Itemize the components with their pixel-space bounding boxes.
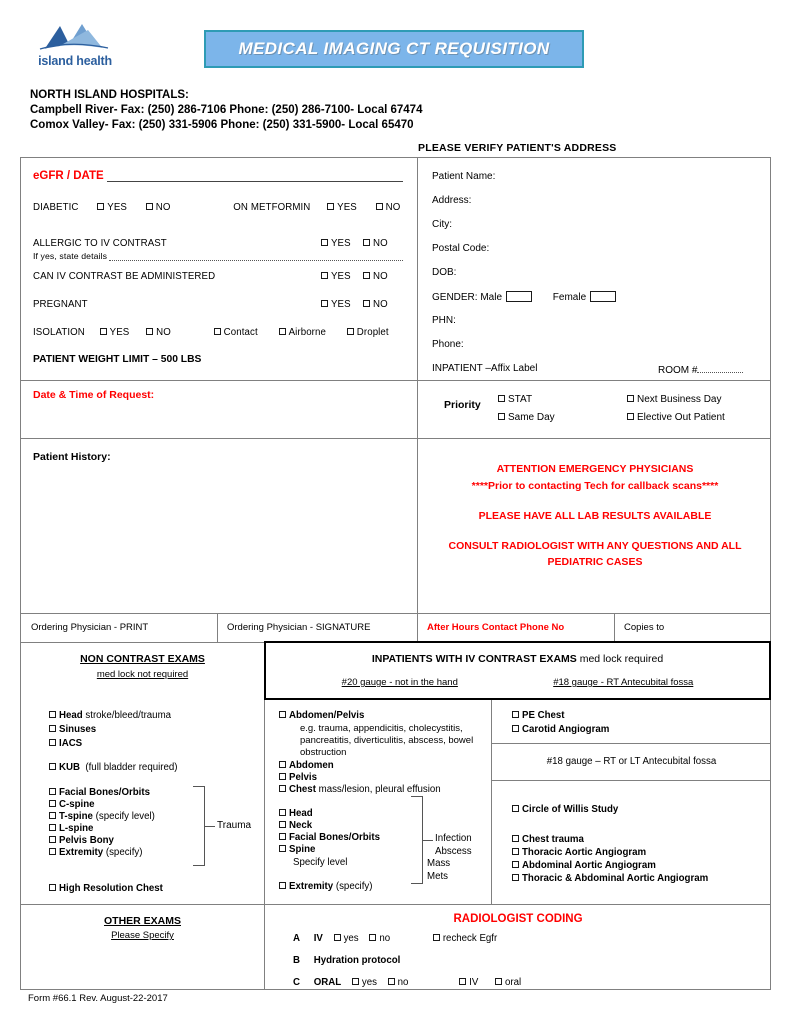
checkbox-icon[interactable] [279,821,286,828]
exam-contrast-facial-bones-option[interactable] [279,832,380,843]
attention-notice [430,461,760,570]
coding-row-b-label: Hydration protocol [313,955,401,966]
hospitals-line-comox-valley: Comox Valley- Fax: (250) 331-5906 Phone: (250) 331-5900- Local 65470 [30,119,414,131]
exam-t-spine-note: (specify level) [95,811,155,822]
diabetic-no-option[interactable] [146,202,171,213]
hospital-contact-block [30,88,422,133]
attention-line-3: PLEASE HAVE ALL LAB RESULTS AVAILABLE [478,510,712,522]
checkbox-icon[interactable] [334,934,341,941]
verify-address-caption: PLEASE VERIFY PATIENT'S ADDRESS [418,142,617,154]
checkbox-icon[interactable] [214,328,221,335]
angio-gauge-band: #18 gauge – RT or LT Antecubital fossa [546,756,717,767]
coding-oral-yes-option[interactable] [352,977,377,988]
pregnant-row [33,299,403,310]
iv-contrast-exams-header [264,641,771,700]
patient-gender-field [432,291,620,303]
exam-abdomen-pelvis-detail: e.g. trauma, appendicitis, cholecystitis, pancreatitis, diverticulitis, abscess, bowel obstruction [300,723,474,758]
pregnant-yes-label: YES [331,299,351,310]
coding-iv-no-label: no [379,933,391,944]
exam-thoracic-aortic-label: Thoracic Aortic Angiogram [522,847,647,858]
exam-contrast-spine-label: Spine [289,844,316,855]
exam-selection-area [21,700,771,904]
checkbox-icon[interactable] [495,978,502,985]
exam-chest-trauma-option[interactable] [512,834,584,845]
exam-chest-option[interactable] [279,784,441,795]
priority-elective-label: Elective Out Patient [637,412,725,423]
coding-oral-no-label: no [397,977,409,988]
exam-contrast-extremity-note: (specify) [335,881,373,892]
pregnant-yes-option[interactable] [321,299,351,310]
coding-recheck-egfr-label: recheck Egfr [442,933,498,944]
checkbox-icon[interactable] [433,934,440,941]
radiologist-coding-title: RADIOLOGIST CODING [453,913,583,925]
isolation-airborne-label: Airborne [288,327,326,338]
exam-thoracic-abdominal-aortic-option[interactable] [512,873,708,884]
exam-abdominal-aortic-label: Abdominal Aortic Angiogram [522,860,656,871]
infection-bracket-stem [423,840,433,841]
patient-postal-field[interactable] [432,243,489,254]
exam-carotid-angiogram-option[interactable] [512,724,609,735]
specify-level-label: Specify level [293,857,348,868]
exam-chest-trauma-label: Chest trauma [522,834,584,845]
exam-l-spine-option[interactable] [49,823,93,834]
checkbox-icon[interactable] [279,711,286,718]
exam-contrast-head-option[interactable] [279,808,313,819]
checkbox-icon[interactable] [49,812,56,819]
exam-pe-chest-label: PE Chest [522,710,565,721]
isolation-contact-label: Contact [223,327,258,338]
priority-same-day-option[interactable] [498,412,555,423]
exam-l-spine-label: L-spine [59,823,94,834]
trauma-bracket [193,786,205,866]
checkbox-icon[interactable] [49,824,56,831]
checkbox-icon[interactable] [321,300,328,307]
isolation-droplet-label: Droplet [356,327,389,338]
exam-c-spine-label: C-spine [59,799,95,810]
mets-label: Mets [427,870,448,882]
other-exams-panel[interactable] [21,905,264,990]
divider-h-angio-1 [492,743,771,744]
exam-specify-level-note [293,857,347,868]
exam-pelvis-option[interactable] [279,772,317,783]
exam-kub-note: (full bladder required) [85,762,178,773]
can-contrast-no-label: NO [373,271,388,282]
metformin-no-label: NO [385,202,401,213]
exam-pe-chest-option[interactable] [512,710,565,721]
isolation-droplet-option[interactable] [347,327,389,338]
checkbox-icon[interactable] [100,328,107,335]
hospitals-title: NORTH ISLAND HOSPITALS: [30,89,189,101]
isolation-label: ISOLATION [33,327,85,338]
coding-route-iv-label: IV [469,977,479,988]
coding-row-c-letter: C [293,977,300,988]
exam-t-spine-option[interactable] [49,811,155,822]
coding-iv-yes-option[interactable] [334,933,359,944]
exam-contrast-extremity-label: Extremity [289,881,334,892]
priority-stat-option[interactable] [498,394,532,405]
patient-address-field[interactable] [432,195,471,206]
exam-chest-label: Chest [289,784,316,795]
checkbox-icon[interactable] [49,725,56,732]
inpatient-affix-row [432,363,762,374]
exam-high-resolution-chest-option[interactable] [49,883,163,894]
checkbox-icon[interactable] [49,763,56,770]
exam-abdomen-label: Abdomen [289,760,334,771]
exam-head-option[interactable] [49,710,171,721]
island-health-logo [30,20,120,72]
checkbox-icon[interactable] [459,978,466,985]
radiologist-coding-panel [265,905,771,990]
exam-abdominal-aortic-option[interactable] [512,860,656,871]
checkbox-icon[interactable] [512,835,519,842]
after-hours-phone-field[interactable] [427,622,564,633]
priority-stat-label: STAT [508,394,533,405]
exam-extremity-note: (specify) [105,847,143,858]
form-footer: Form #66.1 Rev. August-22-2017 [28,993,168,1004]
metformin-yes-label: YES [337,202,357,213]
patient-name-field[interactable] [432,171,495,182]
mass-label: Mass [427,858,451,869]
form-title: MEDICAL IMAGING CT REQUISITION [238,39,550,58]
attention-line-1: ATTENTION EMERGENCY PHYSICIANS [496,463,694,475]
exam-facial-bones-option[interactable] [49,787,150,798]
room-number-field[interactable] [658,363,743,376]
pregnant-label: PREGNANT [33,299,88,310]
patient-postal-label: Postal Code: [432,243,490,254]
checkbox-icon[interactable] [327,203,334,210]
gender-male-label: GENDER: Male [432,292,503,303]
exam-t-spine-label: T-spine [59,811,93,822]
checkbox-icon[interactable] [363,239,370,246]
checkbox-icon[interactable] [512,711,519,718]
iv-contrast-exams-title [266,653,769,665]
coding-route-iv-option[interactable] [459,977,478,988]
exam-abdomen-pelvis-option[interactable] [279,710,364,721]
patient-name-label: Patient Name: [432,171,496,182]
gauge-20-note: #20 gauge - not in the hand [341,677,458,688]
non-contrast-exams-header [21,643,264,698]
ordering-physician-print-label: Ordering Physician - PRINT [31,622,149,633]
exam-c-spine-option[interactable] [49,799,95,810]
allergic-no-label: NO [373,238,388,249]
form-body [20,157,771,990]
exam-contrast-spine-option[interactable] [279,844,315,855]
coding-oral-yes-label: yes [361,977,377,988]
coding-route-oral-option[interactable] [495,977,521,988]
checkbox-icon[interactable] [49,836,56,843]
priority-elective-out-patient-option[interactable] [627,412,725,423]
exam-circle-of-willis-label: Circle of Willis Study [522,804,619,815]
copies-to-field[interactable] [624,622,664,633]
checkbox-icon[interactable] [279,328,286,335]
pregnant-no-option[interactable] [363,299,388,310]
checkbox-icon[interactable] [627,413,634,420]
divider-h-angio-2 [492,780,771,781]
copies-to-label: Copies to [624,622,665,633]
infection-group-labels [427,833,472,883]
allergic-no-option[interactable] [363,238,388,249]
checkbox-icon[interactable] [321,272,328,279]
coding-iv-yes-label: yes [343,933,359,944]
exam-extremity-label: Extremity [59,847,104,858]
allergic-details-input[interactable] [109,252,403,261]
priority-next-business-day-option[interactable] [627,394,721,405]
can-contrast-yes-label: YES [331,271,351,282]
infection-bracket [411,796,423,884]
exam-sinuses-label: Sinuses [59,724,97,735]
trauma-group-label: Trauma [217,820,252,831]
patient-dob-label: DOB: [432,267,457,278]
patient-address-label: Address: [432,195,472,206]
coding-row-b-letter: B [293,955,300,966]
attention-line-4: CONSULT RADIOLOGIST WITH ANY QUESTIONS AND ALL PEDIATRIC CASES [448,540,742,568]
exam-kub-option[interactable] [49,762,177,773]
diabetic-yes-option[interactable] [97,202,127,213]
checkbox-icon[interactable] [49,739,56,746]
allergic-label: ALLERGIC TO IV CONTRAST [33,238,167,249]
if-yes-state-details-label: If yes, state details [33,251,108,261]
patient-city-field[interactable] [432,219,452,230]
pregnant-no-label: NO [373,299,388,310]
patient-city-label: City: [432,219,452,230]
can-contrast-no-option[interactable] [363,271,388,282]
ordering-physician-row [21,614,771,642]
checkbox-icon[interactable] [279,845,286,852]
exam-circle-of-willis-option[interactable] [512,804,618,815]
infection-label: Infection [435,833,472,844]
checkbox-icon[interactable] [498,413,505,420]
can-contrast-label: CAN IV CONTRAST BE ADMINISTERED [33,271,216,282]
checkbox-icon[interactable] [512,725,519,732]
iv-contrast-gauge-row [266,677,769,688]
isolation-no-option[interactable] [146,327,171,338]
exam-contrast-head-label: Head [289,808,313,819]
checkbox-icon[interactable] [376,203,383,210]
allergic-yes-option[interactable] [321,238,351,249]
page-header [0,0,791,80]
patient-phn-label: PHN: [432,315,456,326]
priority-panel [418,381,771,438]
other-exams-subtitle: Please Specify [111,930,174,941]
room-number-label: ROOM # [658,365,698,376]
checkbox-icon[interactable] [279,785,286,792]
iv-contrast-title-strong: INPATIENTS WITH IV CONTRAST EXAMS [371,653,577,665]
patient-dob-field[interactable] [432,267,456,278]
checkbox-icon[interactable] [279,761,286,768]
other-exams-title: OTHER EXAMS [103,915,181,927]
priority-same-day-label: Same Day [508,412,555,423]
checkbox-icon[interactable] [512,861,519,868]
form-title-banner [204,30,584,68]
exam-kub-label: KUB [59,762,80,773]
egfr-date-input[interactable] [107,170,403,182]
exam-contrast-neck-label: Neck [289,820,313,831]
iv-contrast-title-note: med lock required [579,653,664,665]
checkbox-icon[interactable] [369,934,376,941]
exam-carotid-angiogram-label: Carotid Angiogram [522,724,610,735]
patient-weight-limit: PATIENT WEIGHT LIMIT – 500 LBS [33,354,202,365]
metformin-no-option[interactable] [376,202,401,213]
clinical-questions-panel [21,158,417,380]
exam-contrast-facial-bones-label: Facial Bones/Orbits [289,832,380,843]
coding-row-a-label: IV [313,933,323,944]
checkbox-icon[interactable] [49,788,56,795]
isolation-contact-option[interactable] [214,327,258,338]
patient-phone-field[interactable] [432,339,464,350]
isolation-yes-label: YES [109,327,130,338]
coding-row-c [293,977,521,988]
coding-route-oral-label: oral [504,977,522,988]
egfr-date-label: eGFR / DATE [33,170,104,182]
coding-row-a-letter: A [293,933,300,944]
non-contrast-exams-column [21,700,264,904]
attention-notice-panel [418,439,771,613]
isolation-row [33,327,403,338]
diabetic-label: DIABETIC [33,202,79,213]
isolation-no-label: NO [156,327,171,338]
exam-pelvis-bony-label: Pelvis Bony [59,835,114,846]
abscess-label: Abscess [435,845,472,857]
exam-iacs-label: IACS [59,738,83,749]
checkbox-icon[interactable] [279,809,286,816]
hospitals-line-campbell-river: Campbell River- Fax: (250) 286-7106 Phone: (250) 286-7100- Local 67474 [30,104,423,116]
coding-iv-no-option[interactable] [369,933,390,944]
iv-contrast-exams-column [265,700,491,904]
checkbox-icon[interactable] [49,800,56,807]
egfr-date-row [33,170,403,182]
checkbox-icon[interactable] [388,978,395,985]
checkbox-icon[interactable] [279,882,286,889]
isolation-yes-option[interactable] [100,327,130,338]
allergic-contrast-row [33,238,403,249]
exam-head-note: stroke/bleed/trauma [85,710,172,721]
checkbox-icon[interactable] [97,203,104,210]
attention-line-2: ****Prior to contacting Tech for callback scans**** [471,480,719,492]
metformin-yes-option[interactable] [327,202,357,213]
angiogram-exams-column [492,700,771,904]
exam-pelvis-bony-option[interactable] [49,835,114,846]
exam-thoracic-abdominal-aortic-label: Thoracic & Abdominal Aortic Angiogram [522,873,709,884]
exam-chest-note: mass/lesion, pleural effusion [318,784,441,795]
exam-iacs-option[interactable] [49,738,82,749]
exam-facial-bones-label: Facial Bones/Orbits [59,787,150,798]
exam-high-resolution-chest-label: High Resolution Chest [59,883,163,894]
checkbox-icon[interactable] [627,395,634,402]
priority-next-business-day-label: Next Business Day [637,394,722,405]
gender-female-label: Female [552,292,587,303]
exam-abdomen-option[interactable] [279,760,334,771]
checkbox-icon[interactable] [279,833,286,840]
ordering-physician-signature-field[interactable] [227,622,370,633]
checkbox-icon[interactable] [363,300,370,307]
can-contrast-yes-option[interactable] [321,271,351,282]
checkbox-icon[interactable] [363,272,370,279]
non-contrast-exams-subtitle: med lock not required [96,669,189,680]
coding-oral-no-option[interactable] [388,977,409,988]
checkbox-icon[interactable] [146,328,153,335]
checkbox-icon[interactable] [512,805,519,812]
checkbox-icon[interactable] [49,711,56,718]
can-contrast-row [33,271,403,282]
after-hours-phone-label: After Hours Contact Phone No [427,622,565,633]
non-contrast-exams-title: NON CONTRAST EXAMS [80,653,205,665]
checkbox-icon[interactable] [347,328,354,335]
diabetic-no-label: NO [155,202,171,213]
patient-phone-label: Phone: [432,339,464,350]
logo-wordmark: island health [38,54,112,68]
patient-history-panel[interactable] [21,439,417,613]
checkbox-icon[interactable] [498,395,505,402]
priority-label: Priority [444,399,481,411]
room-number-input[interactable] [697,363,743,373]
metformin-label: ON METFORMIN [233,202,311,213]
coding-recheck-egfr-option[interactable] [433,933,497,944]
coding-row-c-label: ORAL [313,977,342,988]
checkbox-icon[interactable] [512,848,519,855]
allergic-details-row [33,251,403,261]
inpatient-affix-label: INPATIENT –Affix Label [432,363,538,374]
checkbox-icon[interactable] [49,848,56,855]
diabetic-row [33,202,403,213]
exam-extremity-option[interactable] [49,847,142,858]
mountain-logo-icon [30,20,120,56]
checkbox-icon[interactable] [512,874,519,881]
patient-history-label: Patient History: [33,451,111,463]
exam-head-label: Head [59,710,83,721]
allergic-yes-label: YES [331,238,351,249]
gauge-18-note: #18 gauge - RT Antecubital fossa [553,677,694,688]
gender-male-checkbox[interactable] [506,291,532,302]
diabetic-yes-label: YES [107,202,127,213]
checkbox-icon[interactable] [279,773,286,780]
checkbox-icon[interactable] [49,884,56,891]
date-time-request-label: Date & Time of Request: [33,389,155,401]
checkbox-icon[interactable] [352,978,359,985]
checkbox-icon[interactable] [146,203,153,210]
isolation-airborne-option[interactable] [279,327,326,338]
coding-row-b [293,955,400,966]
exam-contrast-neck-option[interactable] [279,820,312,831]
exam-thoracic-aortic-option[interactable] [512,847,646,858]
exam-sinuses-option[interactable] [49,724,96,735]
ordering-physician-print-field[interactable] [31,622,148,633]
coding-row-a [293,933,497,944]
exam-contrast-extremity-option[interactable] [279,881,372,892]
exam-abdomen-pelvis-label: Abdomen/Pelvis [289,710,365,721]
ordering-physician-signature-label: Ordering Physician - SIGNATURE [227,622,371,633]
patient-phn-field[interactable] [432,315,456,326]
checkbox-icon[interactable] [321,239,328,246]
patient-demographics-panel [418,158,771,380]
trauma-bracket-stem [205,826,215,827]
exam-pelvis-label: Pelvis [289,772,318,783]
date-time-request-panel[interactable] [21,381,417,438]
gender-female-checkbox[interactable] [590,291,616,302]
